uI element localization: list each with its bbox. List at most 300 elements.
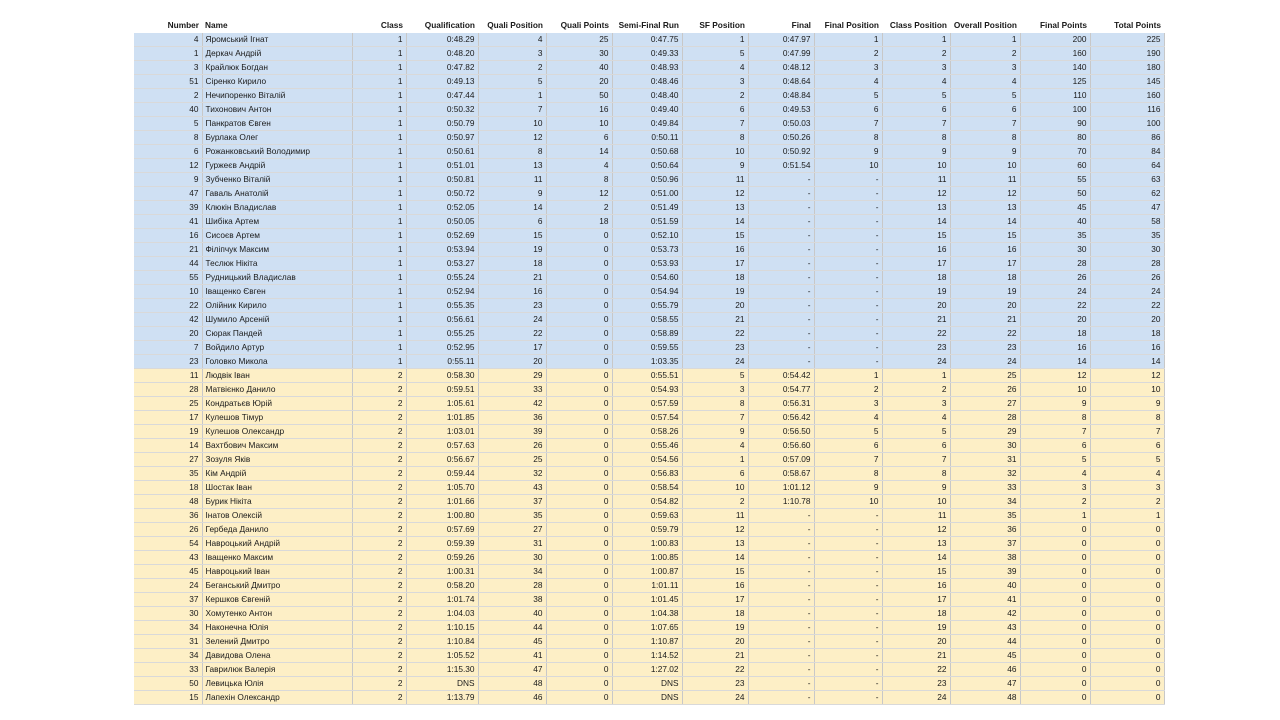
cell-semi-final-run[interactable]: 1:03.35 bbox=[612, 355, 682, 369]
cell-sf-position[interactable]: 13 bbox=[682, 201, 748, 215]
cell-total-points[interactable]: 160 bbox=[1090, 89, 1164, 103]
cell-class[interactable]: 2 bbox=[352, 397, 406, 411]
cell-qualification[interactable]: 0:55.35 bbox=[406, 299, 478, 313]
cell-final-position[interactable]: - bbox=[814, 565, 882, 579]
cell-quali-points[interactable]: 0 bbox=[546, 397, 612, 411]
cell-overall-position[interactable]: 8 bbox=[950, 131, 1020, 145]
cell-quali-points[interactable]: 0 bbox=[546, 411, 612, 425]
cell-overall-position[interactable]: 11 bbox=[950, 173, 1020, 187]
cell-overall-position[interactable]: 37 bbox=[950, 537, 1020, 551]
table-row[interactable] bbox=[134, 425, 1164, 439]
cell-number[interactable]: 36 bbox=[134, 509, 202, 523]
cell-class-position[interactable]: 18 bbox=[882, 607, 950, 621]
cell-qualification[interactable]: 0:50.81 bbox=[406, 173, 478, 187]
cell-quali-position[interactable]: 36 bbox=[478, 411, 546, 425]
cell-overall-position[interactable]: 12 bbox=[950, 187, 1020, 201]
cell-quali-points[interactable]: 2 bbox=[546, 201, 612, 215]
table-row[interactable] bbox=[134, 481, 1164, 495]
table-row[interactable] bbox=[134, 523, 1164, 537]
cell-qualification[interactable]: 0:55.24 bbox=[406, 271, 478, 285]
cell-quali-position[interactable]: 5 bbox=[478, 75, 546, 89]
cell-qualification[interactable]: 0:50.32 bbox=[406, 103, 478, 117]
cell-total-points[interactable]: 8 bbox=[1090, 411, 1164, 425]
column-header-number[interactable]: Number bbox=[134, 18, 202, 33]
cell-qualification[interactable]: 0:57.69 bbox=[406, 523, 478, 537]
cell-overall-position[interactable]: 39 bbox=[950, 565, 1020, 579]
cell-qualification[interactable]: 0:58.20 bbox=[406, 579, 478, 593]
cell-quali-points[interactable]: 14 bbox=[546, 145, 612, 159]
cell-sf-position[interactable]: 17 bbox=[682, 593, 748, 607]
cell-quali-points[interactable]: 0 bbox=[546, 271, 612, 285]
cell-name[interactable]: Навроцький Андрій bbox=[202, 537, 352, 551]
cell-class-position[interactable]: 23 bbox=[882, 341, 950, 355]
cell-quali-position[interactable]: 23 bbox=[478, 299, 546, 313]
cell-name[interactable]: Зелений Дмитро bbox=[202, 635, 352, 649]
cell-class-position[interactable]: 19 bbox=[882, 621, 950, 635]
cell-class-position[interactable]: 15 bbox=[882, 565, 950, 579]
cell-final-points[interactable]: 20 bbox=[1020, 313, 1090, 327]
cell-number[interactable]: 48 bbox=[134, 495, 202, 509]
cell-number[interactable]: 54 bbox=[134, 537, 202, 551]
cell-class-position[interactable]: 10 bbox=[882, 159, 950, 173]
cell-class-position[interactable]: 8 bbox=[882, 467, 950, 481]
cell-final-position[interactable]: - bbox=[814, 677, 882, 691]
cell-total-points[interactable]: 0 bbox=[1090, 593, 1164, 607]
cell-sf-position[interactable]: 4 bbox=[682, 439, 748, 453]
cell-final[interactable]: - bbox=[748, 299, 814, 313]
cell-semi-final-run[interactable]: 0:58.54 bbox=[612, 481, 682, 495]
cell-class-position[interactable]: 14 bbox=[882, 551, 950, 565]
cell-semi-final-run[interactable]: 1:07.65 bbox=[612, 621, 682, 635]
cell-quali-position[interactable]: 34 bbox=[478, 565, 546, 579]
cell-final-points[interactable]: 100 bbox=[1020, 103, 1090, 117]
cell-final[interactable]: 0:48.64 bbox=[748, 75, 814, 89]
cell-class[interactable]: 1 bbox=[352, 187, 406, 201]
cell-final[interactable]: - bbox=[748, 691, 814, 705]
cell-quali-points[interactable]: 0 bbox=[546, 369, 612, 383]
cell-number[interactable]: 22 bbox=[134, 299, 202, 313]
cell-qualification[interactable]: 0:52.95 bbox=[406, 341, 478, 355]
cell-semi-final-run[interactable]: 0:51.00 bbox=[612, 187, 682, 201]
cell-class-position[interactable]: 6 bbox=[882, 439, 950, 453]
cell-name[interactable]: Шибіка Артем bbox=[202, 215, 352, 229]
cell-final-position[interactable]: - bbox=[814, 173, 882, 187]
cell-number[interactable]: 41 bbox=[134, 215, 202, 229]
cell-class[interactable]: 2 bbox=[352, 565, 406, 579]
cell-number[interactable]: 45 bbox=[134, 565, 202, 579]
table-row[interactable] bbox=[134, 467, 1164, 481]
cell-number[interactable]: 25 bbox=[134, 397, 202, 411]
table-row[interactable] bbox=[134, 271, 1164, 285]
cell-name[interactable]: Тихонович Антон bbox=[202, 103, 352, 117]
cell-final-position[interactable]: 4 bbox=[814, 75, 882, 89]
cell-quali-position[interactable]: 1 bbox=[478, 89, 546, 103]
cell-class-position[interactable]: 10 bbox=[882, 495, 950, 509]
cell-final-points[interactable]: 24 bbox=[1020, 285, 1090, 299]
cell-semi-final-run[interactable]: 1:04.38 bbox=[612, 607, 682, 621]
cell-final[interactable]: - bbox=[748, 649, 814, 663]
cell-name[interactable]: Іващенко Євген bbox=[202, 285, 352, 299]
cell-final-position[interactable]: - bbox=[814, 327, 882, 341]
cell-overall-position[interactable]: 40 bbox=[950, 579, 1020, 593]
cell-number[interactable]: 9 bbox=[134, 173, 202, 187]
cell-final-position[interactable]: 5 bbox=[814, 89, 882, 103]
cell-number[interactable]: 31 bbox=[134, 635, 202, 649]
cell-sf-position[interactable]: 14 bbox=[682, 215, 748, 229]
cell-qualification[interactable]: 1:10.84 bbox=[406, 635, 478, 649]
cell-overall-position[interactable]: 18 bbox=[950, 271, 1020, 285]
cell-overall-position[interactable]: 19 bbox=[950, 285, 1020, 299]
cell-name[interactable]: Гаврилюк Валерія bbox=[202, 663, 352, 677]
cell-number[interactable]: 7 bbox=[134, 341, 202, 355]
cell-total-points[interactable]: 1 bbox=[1090, 509, 1164, 523]
cell-quali-position[interactable]: 40 bbox=[478, 607, 546, 621]
cell-final-points[interactable]: 1 bbox=[1020, 509, 1090, 523]
cell-qualification[interactable]: 0:51.01 bbox=[406, 159, 478, 173]
cell-class-position[interactable]: 4 bbox=[882, 411, 950, 425]
cell-class-position[interactable]: 13 bbox=[882, 201, 950, 215]
cell-quali-position[interactable]: 35 bbox=[478, 509, 546, 523]
cell-final-points[interactable]: 125 bbox=[1020, 75, 1090, 89]
cell-total-points[interactable]: 2 bbox=[1090, 495, 1164, 509]
cell-class-position[interactable]: 20 bbox=[882, 635, 950, 649]
cell-final-points[interactable]: 60 bbox=[1020, 159, 1090, 173]
column-header-semi-final-run[interactable]: Semi-Final Run bbox=[612, 18, 682, 33]
column-header-quali-points[interactable]: Quali Points bbox=[546, 18, 612, 33]
cell-class[interactable]: 1 bbox=[352, 271, 406, 285]
table-row[interactable] bbox=[134, 649, 1164, 663]
cell-final-points[interactable]: 18 bbox=[1020, 327, 1090, 341]
cell-number[interactable]: 44 bbox=[134, 257, 202, 271]
cell-class[interactable]: 1 bbox=[352, 61, 406, 75]
cell-final-points[interactable]: 22 bbox=[1020, 299, 1090, 313]
table-row[interactable] bbox=[134, 257, 1164, 271]
cell-quali-position[interactable]: 43 bbox=[478, 481, 546, 495]
cell-number[interactable]: 21 bbox=[134, 243, 202, 257]
cell-quali-position[interactable]: 31 bbox=[478, 537, 546, 551]
cell-quali-position[interactable]: 41 bbox=[478, 649, 546, 663]
table-row[interactable] bbox=[134, 341, 1164, 355]
cell-final[interactable]: - bbox=[748, 271, 814, 285]
cell-final-position[interactable]: - bbox=[814, 607, 882, 621]
cell-number[interactable]: 40 bbox=[134, 103, 202, 117]
cell-total-points[interactable]: 116 bbox=[1090, 103, 1164, 117]
cell-class[interactable]: 2 bbox=[352, 425, 406, 439]
cell-final-points[interactable]: 90 bbox=[1020, 117, 1090, 131]
cell-sf-position[interactable]: 8 bbox=[682, 397, 748, 411]
cell-name[interactable]: Клюкін Владислав bbox=[202, 201, 352, 215]
cell-qualification[interactable]: 0:56.67 bbox=[406, 453, 478, 467]
cell-quali-points[interactable]: 0 bbox=[546, 425, 612, 439]
cell-name[interactable]: Сисоєв Артем bbox=[202, 229, 352, 243]
cell-qualification[interactable]: 1:03.01 bbox=[406, 425, 478, 439]
cell-overall-position[interactable]: 5 bbox=[950, 89, 1020, 103]
cell-overall-position[interactable]: 17 bbox=[950, 257, 1020, 271]
cell-semi-final-run[interactable]: DNS bbox=[612, 691, 682, 705]
cell-number[interactable]: 16 bbox=[134, 229, 202, 243]
cell-sf-position[interactable]: 24 bbox=[682, 355, 748, 369]
cell-final-points[interactable]: 200 bbox=[1020, 33, 1090, 47]
cell-semi-final-run[interactable]: 0:48.40 bbox=[612, 89, 682, 103]
cell-quali-points[interactable]: 0 bbox=[546, 243, 612, 257]
cell-final-points[interactable]: 35 bbox=[1020, 229, 1090, 243]
cell-qualification[interactable]: 0:50.79 bbox=[406, 117, 478, 131]
cell-final-position[interactable]: 1 bbox=[814, 33, 882, 47]
cell-number[interactable]: 12 bbox=[134, 159, 202, 173]
cell-quali-points[interactable]: 0 bbox=[546, 299, 612, 313]
cell-qualification[interactable]: 0:50.61 bbox=[406, 145, 478, 159]
table-row[interactable] bbox=[134, 75, 1164, 89]
cell-overall-position[interactable]: 46 bbox=[950, 663, 1020, 677]
column-header-final[interactable]: Final bbox=[748, 18, 814, 33]
cell-quali-points[interactable]: 8 bbox=[546, 173, 612, 187]
table-row[interactable] bbox=[134, 327, 1164, 341]
cell-class-position[interactable]: 18 bbox=[882, 271, 950, 285]
cell-quali-points[interactable]: 0 bbox=[546, 467, 612, 481]
cell-number[interactable]: 1 bbox=[134, 47, 202, 61]
cell-total-points[interactable]: 0 bbox=[1090, 579, 1164, 593]
cell-total-points[interactable]: 62 bbox=[1090, 187, 1164, 201]
cell-quali-points[interactable]: 0 bbox=[546, 649, 612, 663]
table-row[interactable] bbox=[134, 369, 1164, 383]
cell-quali-position[interactable]: 12 bbox=[478, 131, 546, 145]
cell-number[interactable]: 4 bbox=[134, 33, 202, 47]
table-row[interactable] bbox=[134, 691, 1164, 705]
cell-total-points[interactable]: 9 bbox=[1090, 397, 1164, 411]
table-row[interactable] bbox=[134, 635, 1164, 649]
cell-name[interactable]: Кершков Євгеній bbox=[202, 593, 352, 607]
cell-final[interactable]: 0:58.67 bbox=[748, 467, 814, 481]
cell-number[interactable]: 42 bbox=[134, 313, 202, 327]
cell-final[interactable]: 0:54.42 bbox=[748, 369, 814, 383]
cell-final[interactable]: - bbox=[748, 229, 814, 243]
cell-quali-position[interactable]: 27 bbox=[478, 523, 546, 537]
cell-number[interactable]: 24 bbox=[134, 579, 202, 593]
cell-quali-points[interactable]: 0 bbox=[546, 341, 612, 355]
cell-total-points[interactable]: 24 bbox=[1090, 285, 1164, 299]
cell-final-points[interactable]: 3 bbox=[1020, 481, 1090, 495]
cell-qualification[interactable]: 0:58.30 bbox=[406, 369, 478, 383]
cell-name[interactable]: Крайлюк Богдан bbox=[202, 61, 352, 75]
cell-final[interactable]: - bbox=[748, 173, 814, 187]
cell-sf-position[interactable]: 20 bbox=[682, 635, 748, 649]
cell-final-position[interactable]: - bbox=[814, 201, 882, 215]
cell-final-position[interactable]: 1 bbox=[814, 369, 882, 383]
cell-qualification[interactable]: 0:57.63 bbox=[406, 439, 478, 453]
cell-final-position[interactable]: - bbox=[814, 593, 882, 607]
cell-total-points[interactable]: 28 bbox=[1090, 257, 1164, 271]
cell-final-position[interactable]: 10 bbox=[814, 159, 882, 173]
cell-qualification[interactable]: 0:52.94 bbox=[406, 285, 478, 299]
cell-final[interactable]: - bbox=[748, 621, 814, 635]
cell-name[interactable]: Давидова Олена bbox=[202, 649, 352, 663]
cell-quali-points[interactable]: 30 bbox=[546, 47, 612, 61]
cell-semi-final-run[interactable]: 0:52.10 bbox=[612, 229, 682, 243]
cell-overall-position[interactable]: 38 bbox=[950, 551, 1020, 565]
cell-name[interactable]: Сюрак Пандей bbox=[202, 327, 352, 341]
cell-final-points[interactable]: 0 bbox=[1020, 677, 1090, 691]
cell-overall-position[interactable]: 25 bbox=[950, 369, 1020, 383]
cell-total-points[interactable]: 22 bbox=[1090, 299, 1164, 313]
cell-final[interactable]: - bbox=[748, 215, 814, 229]
table-row[interactable] bbox=[134, 285, 1164, 299]
cell-number[interactable]: 2 bbox=[134, 89, 202, 103]
cell-final[interactable]: 0:56.31 bbox=[748, 397, 814, 411]
cell-class-position[interactable]: 7 bbox=[882, 453, 950, 467]
cell-number[interactable]: 19 bbox=[134, 425, 202, 439]
cell-class[interactable]: 1 bbox=[352, 243, 406, 257]
cell-class[interactable]: 1 bbox=[352, 327, 406, 341]
cell-class-position[interactable]: 1 bbox=[882, 369, 950, 383]
cell-name[interactable]: Шостак Іван bbox=[202, 481, 352, 495]
cell-semi-final-run[interactable]: 0:57.59 bbox=[612, 397, 682, 411]
cell-total-points[interactable]: 6 bbox=[1090, 439, 1164, 453]
cell-final[interactable]: - bbox=[748, 523, 814, 537]
cell-class-position[interactable]: 21 bbox=[882, 313, 950, 327]
cell-semi-final-run[interactable]: 1:00.87 bbox=[612, 565, 682, 579]
cell-qualification[interactable]: 0:49.13 bbox=[406, 75, 478, 89]
cell-class-position[interactable]: 17 bbox=[882, 257, 950, 271]
cell-total-points[interactable]: 7 bbox=[1090, 425, 1164, 439]
cell-final-points[interactable]: 110 bbox=[1020, 89, 1090, 103]
cell-final[interactable]: - bbox=[748, 201, 814, 215]
cell-quali-position[interactable]: 48 bbox=[478, 677, 546, 691]
cell-class[interactable]: 1 bbox=[352, 215, 406, 229]
cell-final[interactable]: - bbox=[748, 341, 814, 355]
cell-quali-position[interactable]: 9 bbox=[478, 187, 546, 201]
cell-class-position[interactable]: 5 bbox=[882, 89, 950, 103]
cell-quali-position[interactable]: 17 bbox=[478, 341, 546, 355]
table-row[interactable] bbox=[134, 33, 1164, 47]
cell-class[interactable]: 2 bbox=[352, 523, 406, 537]
cell-overall-position[interactable]: 35 bbox=[950, 509, 1020, 523]
cell-final-points[interactable]: 5 bbox=[1020, 453, 1090, 467]
cell-number[interactable]: 20 bbox=[134, 327, 202, 341]
cell-quali-position[interactable]: 25 bbox=[478, 453, 546, 467]
cell-semi-final-run[interactable]: 0:51.59 bbox=[612, 215, 682, 229]
cell-overall-position[interactable]: 7 bbox=[950, 117, 1020, 131]
cell-total-points[interactable]: 35 bbox=[1090, 229, 1164, 243]
cell-class[interactable]: 2 bbox=[352, 621, 406, 635]
cell-overall-position[interactable]: 31 bbox=[950, 453, 1020, 467]
cell-number[interactable]: 43 bbox=[134, 551, 202, 565]
cell-name[interactable]: Інатов Олексій bbox=[202, 509, 352, 523]
cell-final-position[interactable]: 7 bbox=[814, 117, 882, 131]
cell-class[interactable]: 1 bbox=[352, 173, 406, 187]
cell-quali-position[interactable]: 15 bbox=[478, 229, 546, 243]
cell-class-position[interactable]: 5 bbox=[882, 425, 950, 439]
cell-overall-position[interactable]: 43 bbox=[950, 621, 1020, 635]
cell-total-points[interactable]: 26 bbox=[1090, 271, 1164, 285]
cell-name[interactable]: Гербеда Данило bbox=[202, 523, 352, 537]
cell-quali-position[interactable]: 4 bbox=[478, 33, 546, 47]
cell-final-position[interactable]: - bbox=[814, 355, 882, 369]
cell-name[interactable]: Панкратов Євген bbox=[202, 117, 352, 131]
table-row[interactable] bbox=[134, 215, 1164, 229]
cell-quali-points[interactable]: 0 bbox=[546, 257, 612, 271]
cell-overall-position[interactable]: 22 bbox=[950, 327, 1020, 341]
cell-total-points[interactable]: 0 bbox=[1090, 537, 1164, 551]
cell-quali-position[interactable]: 14 bbox=[478, 201, 546, 215]
cell-quali-points[interactable]: 0 bbox=[546, 313, 612, 327]
cell-class-position[interactable]: 15 bbox=[882, 229, 950, 243]
cell-name[interactable]: Кулешов Олександр bbox=[202, 425, 352, 439]
cell-final-points[interactable]: 140 bbox=[1020, 61, 1090, 75]
cell-semi-final-run[interactable]: 0:54.93 bbox=[612, 383, 682, 397]
cell-final[interactable]: 0:51.54 bbox=[748, 159, 814, 173]
table-row[interactable] bbox=[134, 621, 1164, 635]
cell-final[interactable]: - bbox=[748, 509, 814, 523]
cell-number[interactable]: 11 bbox=[134, 369, 202, 383]
cell-quali-position[interactable]: 30 bbox=[478, 551, 546, 565]
cell-qualification[interactable]: 0:59.26 bbox=[406, 551, 478, 565]
cell-final-points[interactable]: 10 bbox=[1020, 383, 1090, 397]
cell-semi-final-run[interactable]: 0:50.11 bbox=[612, 131, 682, 145]
cell-final-points[interactable]: 30 bbox=[1020, 243, 1090, 257]
cell-overall-position[interactable]: 45 bbox=[950, 649, 1020, 663]
cell-number[interactable]: 18 bbox=[134, 481, 202, 495]
cell-total-points[interactable]: 0 bbox=[1090, 551, 1164, 565]
cell-final-position[interactable]: 6 bbox=[814, 103, 882, 117]
cell-quali-points[interactable]: 40 bbox=[546, 61, 612, 75]
cell-sf-position[interactable]: 12 bbox=[682, 187, 748, 201]
cell-quali-points[interactable]: 0 bbox=[546, 621, 612, 635]
cell-sf-position[interactable]: 1 bbox=[682, 33, 748, 47]
cell-name[interactable]: Сіренко Кирило bbox=[202, 75, 352, 89]
cell-sf-position[interactable]: 6 bbox=[682, 467, 748, 481]
cell-semi-final-run[interactable]: 0:59.63 bbox=[612, 509, 682, 523]
cell-final-position[interactable]: - bbox=[814, 285, 882, 299]
cell-final[interactable]: - bbox=[748, 607, 814, 621]
cell-class[interactable]: 2 bbox=[352, 509, 406, 523]
cell-final-position[interactable]: 2 bbox=[814, 383, 882, 397]
cell-quali-position[interactable]: 18 bbox=[478, 257, 546, 271]
cell-overall-position[interactable]: 36 bbox=[950, 523, 1020, 537]
cell-class[interactable]: 1 bbox=[352, 131, 406, 145]
cell-total-points[interactable]: 86 bbox=[1090, 131, 1164, 145]
cell-qualification[interactable]: 0:52.69 bbox=[406, 229, 478, 243]
table-row[interactable] bbox=[134, 201, 1164, 215]
cell-name[interactable]: Шумило Арсеній bbox=[202, 313, 352, 327]
cell-final-points[interactable]: 0 bbox=[1020, 523, 1090, 537]
cell-sf-position[interactable]: 24 bbox=[682, 691, 748, 705]
table-row[interactable] bbox=[134, 61, 1164, 75]
cell-number[interactable]: 6 bbox=[134, 145, 202, 159]
cell-name[interactable]: Лапехін Олександр bbox=[202, 691, 352, 705]
cell-class[interactable]: 2 bbox=[352, 481, 406, 495]
cell-class[interactable]: 2 bbox=[352, 537, 406, 551]
cell-overall-position[interactable]: 4 bbox=[950, 75, 1020, 89]
cell-final-points[interactable]: 4 bbox=[1020, 467, 1090, 481]
cell-quali-points[interactable]: 0 bbox=[546, 495, 612, 509]
cell-qualification[interactable]: 0:48.29 bbox=[406, 33, 478, 47]
cell-sf-position[interactable]: 17 bbox=[682, 257, 748, 271]
table-row[interactable] bbox=[134, 103, 1164, 117]
cell-quali-position[interactable]: 3 bbox=[478, 47, 546, 61]
table-row[interactable] bbox=[134, 117, 1164, 131]
cell-qualification[interactable]: 0:50.97 bbox=[406, 131, 478, 145]
table-row[interactable] bbox=[134, 579, 1164, 593]
column-header-overall-position[interactable]: Overall Position bbox=[950, 18, 1020, 33]
cell-name[interactable]: Наконечна Юлія bbox=[202, 621, 352, 635]
cell-class[interactable]: 1 bbox=[352, 201, 406, 215]
cell-sf-position[interactable]: 3 bbox=[682, 383, 748, 397]
cell-class-position[interactable]: 3 bbox=[882, 397, 950, 411]
table-row[interactable] bbox=[134, 355, 1164, 369]
cell-qualification[interactable]: 0:50.05 bbox=[406, 215, 478, 229]
column-header-final-points[interactable]: Final Points bbox=[1020, 18, 1090, 33]
cell-final[interactable]: - bbox=[748, 187, 814, 201]
